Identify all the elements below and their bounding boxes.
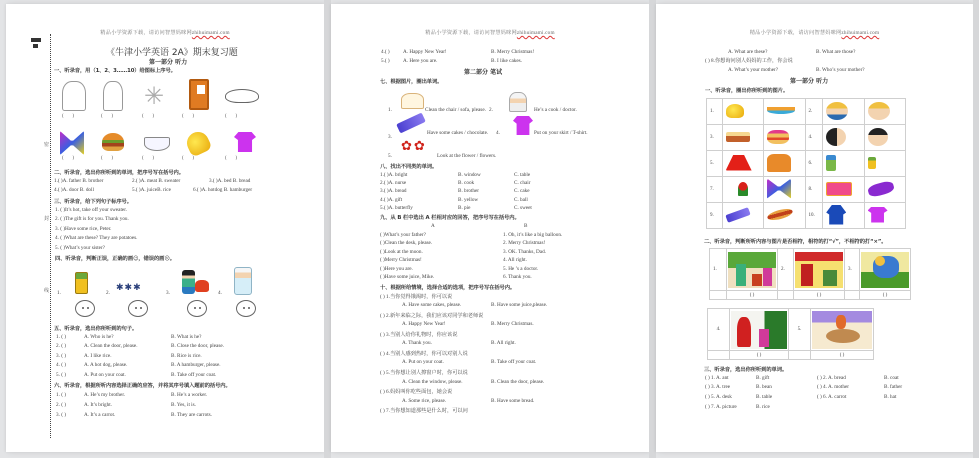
match-item-b: 5. He ’s a doctor. [503,266,539,272]
picture-cell[interactable] [722,99,763,125]
picture-cell [727,249,778,291]
section-2-heading: 二、听录音，选出你所听到的单词，把序号写在括号内。 [54,170,184,176]
table-row [710,249,911,291]
option-b: B. rice [756,404,770,410]
option-b: B. They are carrots. [171,412,212,418]
row-number: 8. [805,177,823,203]
skirt-icon [726,155,752,171]
item-text: Put on your skirt / T-shirt. [534,130,588,136]
picture-cell[interactable] [764,151,806,177]
flowers-icon: ✿✿ [401,138,427,153]
row-number: 2. [778,249,794,291]
option-a: A. A hot dog, please. [84,362,128,368]
question-item: ( ) 6. A. carrot [817,394,847,400]
answer-blank[interactable]: ( ) [860,291,911,300]
section-8-heading: 八、找出不同类的单词。 [380,164,438,170]
scene-shop-icon [795,252,843,288]
option-c: C. cake [514,188,530,194]
option-a: A. It’s bright. [84,402,112,408]
answer-blank[interactable]: ( ) [730,351,789,360]
question-item: 1.( )A. bright [380,172,408,178]
match-item-b: 6. Thank you. [503,274,532,280]
scenario-question: ( ) 2.新年来临之际，我们应该对同学和老师说 [380,313,484,319]
question-number: 5. ( ) [56,372,66,378]
option-c: C. table [514,172,531,178]
table-row [708,309,874,351]
picture-cell[interactable] [864,203,905,229]
option-a: A. Clean the window, please. [402,379,463,385]
section-9-heading: 九、从 B 栏中选出 A 栏相对应的回答，把序号写在括号内。 [380,215,520,221]
picture-cell[interactable] [764,203,806,229]
question-number: 2. ( ) [56,343,66,349]
picture-choice-table [706,98,906,229]
question-item: 5.( )A. juiceB. rice [132,187,171,193]
option-a: A. Happy New Year! [403,49,447,55]
document-page-1: 精品小学资源下载，请访问智慧妈咪网zhihuimami.com 密 封 线 《牛津小学英语 2A》期末复习题 第一部分 听力 一、听录音，用（1、2、3……10）给图标上序号。 ✳ ( ) ( ) ( ) ( ) ( ) ( ) ( ) ( ) ( ) ( ) 二、听录音，选出你所听到的单词，把序号写在括号内。 1.( )A. father B. brother 2.( )A. meat B. sweater 3.( )A. bed B. bread 4.( )A. door B. doll 5.( )A. juiceB. rice 6.( )A. hotdog B. hamburger 三、听录音，给下列句子标序号。 1. ( )It’s hot, take off your sweater. 2. ( )The gift is for you. Thank you. 3. ( )Have some rice, Peter. 4. ( )What are these? They are potatoes. 5. ( )What’s your sister? 四、听录音，判断正误，正确的画☺，错误的画☹。 1. 2. ✱✱✱ 3. 4. 五、听录音，选出你所听到的句子。 1. ( ) A. Who is he? B. What is he? 2. ( ) A. Clean the door, please. B. Close the door, please. 3. ( ) A. I like rice. B. Rice is rice. 4. ( ) A. A hot dog, please. B. A hamburger, please. 5. ( ) A. Put on your coat. B. Take off your coat. 六、听录音，根据所听内容选择正确的应答，并将其序号填入题前的括号内。 1. ( ) A. He’s my brother. B. He’s a worker. 2. ( ) A. It’s bright. B. Yes, it is. 3. ( ) A. It’s a carrot. B. They are carrots. [6,4,324,452]
binding-dotted-line [50,34,51,438]
face-circle-icon[interactable] [187,300,207,317]
item-text: Clean the chair / sofa, please. [425,107,486,113]
option-b: B. Take off your coat. [171,372,217,378]
t-shirt-icon [234,132,256,152]
option-b: B. What is he? [171,334,202,340]
picture-cell [811,309,874,351]
scenario-question: ( ) 3.当别人给你礼物时，你应该说 [380,332,458,338]
option-a: A. Some rice, please. [402,398,447,404]
option-b: B. coat [884,375,899,381]
picture-label: 1. [57,290,61,296]
face-circle-icon[interactable] [75,300,95,317]
noodle-bowl-icon [767,107,795,114]
match-item-a: ( )What’s your father? [380,232,426,238]
option-a: A. What are these? [728,49,768,55]
option-b: B. window [458,172,481,178]
match-item-a: ( )Here you are. [380,266,413,272]
document-page-2 [331,4,649,452]
option-a: A. Who is he? [84,334,114,340]
match-item-b: 2. Merry Christmas! [503,240,546,246]
match-item-a: ( )Clean the desk, please. [380,240,433,246]
page-gutter [973,0,979,458]
page-header-watermark [656,29,973,36]
part-one-heading: 第一部分 听力 [149,59,188,66]
question-item: 1. ( )It’s hot, take off your sweater. [55,207,127,213]
row-number: 10. [805,203,823,229]
watermark-text: 精品小学资源下载，请访问智慧妈咪网 [100,30,192,36]
question-item: 2. ( )The gift is for you. Thank you. [55,216,129,222]
man-head-icon [868,128,888,146]
option-b: B. brother [458,188,480,194]
row-number: 3. [845,249,860,291]
option-b: B. What are those? [816,49,856,55]
binding-mark [31,38,41,42]
item-number: 5. [388,153,392,159]
binding-char-seal: 密 [44,143,50,148]
row-number: 4. [805,125,823,151]
document-page-3 [656,4,973,452]
woman-with-sweater-icon [182,270,195,294]
question-item: 4.( )A. gift [380,197,403,203]
butterfly-icon [767,179,791,199]
option-a: A. He’s my brother. [84,392,126,398]
face-circle-icon[interactable] [128,300,148,317]
question-item: 1.( )A. father B. brother [54,178,104,184]
option-a: A. Happy New Year! [402,321,446,327]
rice-bowl-icon [144,137,170,151]
picture-cell[interactable] [722,177,763,203]
table-row [710,291,911,300]
section-1-heading: 一、听录音，用（1、2、3……10）给图标上序号。 [54,68,176,74]
table-row [707,125,906,151]
binding-char-line: 线 [44,289,50,294]
option-b: B. Have some juice,please. [491,302,548,308]
row-number: 1. [707,99,723,125]
question-item: 3.( )A. bread [380,188,407,194]
picture-cell[interactable] [764,99,806,125]
option-b: B. Close the door, please. [171,343,224,349]
option-b: B. Rice is rice. [171,353,202,359]
question-number: 1. ( ) [56,334,66,340]
section-1-heading: 一、听录音，圈出你所听到的图片。 [705,88,789,94]
row-number: 7. [707,177,723,203]
scene-boy-running-icon [861,252,909,288]
item-text: Look at the flower / flowers. [437,153,497,159]
scene-santa-icon [731,311,787,349]
row-number: 3. [707,125,723,151]
item-number: 3. [388,134,392,140]
scenario-question: ( ) 7.当你想知道那些是什么时，可以问 [380,408,468,414]
item-text: He’s a cook / doctor. [534,107,577,113]
part-one-heading: 第一部分 听力 [790,78,829,85]
picture-label: 4. [218,290,222,296]
hot-dog-icon [766,207,793,222]
option-b: B. Merry Christmas. [491,321,534,327]
binding-char-close: 封 [44,217,50,222]
column-a-header: A [431,223,435,229]
option-a: A. I like rice. [84,353,112,359]
question-number: 3. ( ) [56,353,66,359]
picture-label: 3. [166,290,170,296]
t-shirt-icon [513,116,533,135]
row-number: 9. [707,203,723,229]
option-b: B. He’s a worker. [171,392,208,398]
binding-mark [33,44,38,48]
row-number: 2. [805,99,823,125]
picture-cell[interactable] [864,177,905,203]
question-number: 4. ( ) [56,362,66,368]
scenario-question: ( ) 4.当别人感到热时，你可以对别人说 [380,351,468,357]
option-b: B. pie [458,205,471,211]
option-c: C. ball [514,197,528,203]
page-gutter [324,0,331,458]
question-item: 4.( )A. door B. doll [54,187,94,193]
sofa-icon [401,93,424,109]
table-row [707,177,906,203]
page-header-watermark [331,29,649,36]
option-b: B. All right. [491,340,516,346]
cook-icon [509,92,527,112]
match-item-a: ( )Look at the moon. [380,249,423,255]
question-item: ( ) 2. A. bread [817,375,846,381]
option-a: A. What’s your mother? [728,67,779,73]
watermark-url[interactable]: zhihuimami.com [841,30,880,36]
section-4-heading: 四、听录音，判断正误，正确的画☺，错误的画☹。 [55,256,175,262]
row-number: 1. [710,249,727,291]
item-number: 4. [496,130,500,136]
watermark-url[interactable]: zhihuimami.com [516,30,555,36]
match-item-b: 4. All right. [503,257,527,263]
picture-cell[interactable] [823,125,864,151]
page-header-watermark [6,29,324,36]
question-item: 5.( )A. butterfly [380,205,413,211]
candy-icon [866,179,894,197]
option-b: B. yellow [458,197,479,203]
milk-box-icon [826,155,836,171]
option-a: A. Put on your coat. [402,359,444,365]
question-item: ( ) 5. A. desk [705,394,732,400]
option-b: B. Have some bread. [491,398,535,404]
picture-cell [860,249,911,291]
row-number: 4. [708,309,730,351]
section-2-heading: 二、听录音，判断所听内容与图片是否相符，相符的打“√”，不相符的打“×”。 [704,239,887,245]
picture-cell[interactable] [722,125,763,151]
answer-blank[interactable]: ( ) [811,351,874,360]
option-c: C. sweet [514,205,532,211]
option-b: B. father [884,384,903,390]
row-number: 6. [805,151,823,177]
question-number: 5.( ) [381,58,390,64]
option-a: A. Have some cakes, please. [402,302,462,308]
watermark-url[interactable]: zhihuimami.com [191,30,230,36]
option-a: A. Thank you. [402,340,432,346]
table-row [707,99,906,125]
item-number: 1. [388,107,392,113]
option-a: A. Clean the door, please. [84,343,138,349]
column-b-header: B [524,223,528,229]
nurse-icon [62,81,86,111]
part-two-heading: 第二部分 笔试 [464,69,503,76]
door-icon [189,79,209,110]
table-row [707,151,906,177]
item-number: 2. [489,107,493,113]
face-circle-icon[interactable] [236,300,256,317]
section-3-heading: 三、听录音，选出你所听到的单词。 [704,367,788,373]
picture-label: 2. [106,290,110,296]
option-b: B. Who’s your mother? [816,67,865,73]
judge-picture-table-2 [707,308,874,360]
row-number: 5. [707,151,723,177]
table-row [707,203,906,229]
option-b: B. Yes, it is. [171,402,196,408]
gift-box-icon [826,182,852,196]
woman-head-icon [826,128,846,146]
bell-icon [726,104,744,118]
butterfly-icon [60,131,84,155]
question-item: 4. ( )What are these? They are potatoes. [55,235,138,241]
picture-cell[interactable] [864,99,905,125]
cake-icon [767,130,789,144]
sweater-icon [195,280,209,292]
question-item: ( ) 1. A. ant [705,375,729,381]
t-shirt-icon [868,207,888,223]
question-item: 6.( )A. hotdog B. hamburger [193,187,253,193]
sweater-icon [767,154,791,172]
question-item: 2.( )A. nurse [380,180,407,186]
match-item-b: 1. Oh, it’s like a big balloon. [503,232,563,238]
girl-icon [868,102,890,120]
star-icon: ✳ [144,84,165,110]
section-6-heading: 六、听录音，根据所听内容选择正确的应答，并将其序号填入题前的括号内。 [54,383,231,389]
answer-blank[interactable]: ( ) [794,291,845,300]
scene-family-dinner-icon [812,311,872,349]
rose-icon [738,182,748,196]
boy-icon [826,102,848,120]
chocolate-icon [725,207,750,223]
picture-cell[interactable] [823,151,864,177]
picture-cell[interactable] [864,125,905,151]
question-number: 4.( ) [381,49,390,55]
option-a: A. It’s a carrot. [84,412,116,418]
section-5-heading: 五、听录音，选出你所听到的句子。 [54,326,138,332]
bread-icon [726,132,750,142]
bell-icon [183,128,212,157]
option-b: B. Clean the door, please. [491,379,545,385]
table-row [708,351,874,360]
item-text: Have some cakes / chocolate. [427,130,489,136]
option-b: B. A hamburger, please. [171,362,221,368]
option-b: B. Take off your coat. [491,359,537,365]
judge-picture-table-1 [709,248,911,300]
doctor-icon [103,81,123,111]
question-number: 2. ( ) [56,402,66,408]
picture-cell[interactable] [823,177,864,203]
option-a: A. Put on your coat. [84,372,126,378]
option-b: B. Merry Christmas! [491,49,535,55]
picture-cell[interactable] [823,203,864,229]
scenario-question: ( ) 1.当你觉得饿渴时，你可以说 [380,294,453,300]
question-item: 2.( )A. meat B. sweater [132,178,181,184]
coat-icon [826,205,846,225]
watermark-text: 精品小学资源下载，请访问智慧妈咪网 [749,30,842,36]
question-item: ( ) 7. A. picture [705,404,737,410]
section-3-heading: 三、听录音，给下列句子标序号。 [54,199,132,205]
scenario-question: ( ) 6.妈妈叫你吃些面包，她会说 [380,389,453,395]
scene-giving-clothes-icon [728,252,776,288]
picture-cell[interactable] [864,151,905,177]
option-b: B. table [756,394,773,400]
question-item: ( ) 3. A. tree [705,384,731,390]
juice-box-icon [868,157,876,169]
option-b: B. bean [756,384,772,390]
picture-cell[interactable] [764,125,806,151]
ants-icon: ✱✱✱ [116,282,142,292]
chocolate-icon [396,113,426,134]
sweet-potato-icon [225,89,259,103]
picture-cell[interactable] [764,177,806,203]
question-item: 3. ( )Have some rice, Peter. [55,226,112,232]
question-item: 5. ( )What’s your sister? [55,245,105,251]
option-b: B. hat [884,394,897,400]
picture-cell[interactable] [722,151,763,177]
juice-box-icon [75,272,88,294]
question-number: 1. ( ) [56,392,66,398]
page-title: 《牛津小学英语 2A》期末复习题 [106,48,238,58]
option-b: B. gift [756,375,770,381]
match-item-a: ( )Have some juice, Mike. [380,274,435,280]
answer-blank[interactable]: ( ) [727,291,778,300]
section-7-heading: 七、根据图片，圈出单词。 [380,79,443,85]
scenario-question: ( ) 8.你想询问别人妈妈的工作，你会说 [705,58,793,64]
picture-cell [794,249,845,291]
picture-cell[interactable] [722,203,763,229]
match-item-a: ( )Merry Christmas! [380,257,422,263]
cook-icon [234,267,252,295]
hamburger-icon [102,133,124,151]
picture-cell[interactable] [823,99,864,125]
row-number: 5. [789,309,811,351]
scenario-question: ( ) 5.当你想让别人擦窗户时，你可以说 [380,370,468,376]
watermark-text: 精品小学资源下载，请访问智慧妈咪网 [425,30,517,36]
option-c: C. chair [514,180,531,186]
option-b: B. cook [458,180,475,186]
option-b: B. I like cakes. [491,58,522,64]
question-item: ( ) 4. A. mother [817,384,849,390]
page-gutter [649,0,656,458]
picture-cell [730,309,789,351]
question-item: 3.( )A. bed B. bread [209,178,251,184]
question-number: 3. ( ) [56,412,66,418]
match-item-b: 3. OK. Thanks, Dad. [503,249,546,255]
section-10-heading: 十、根据所给情境，选择合适的选项，把序号写在括号内。 [380,285,516,291]
option-a: A. Here you are. [403,58,438,64]
